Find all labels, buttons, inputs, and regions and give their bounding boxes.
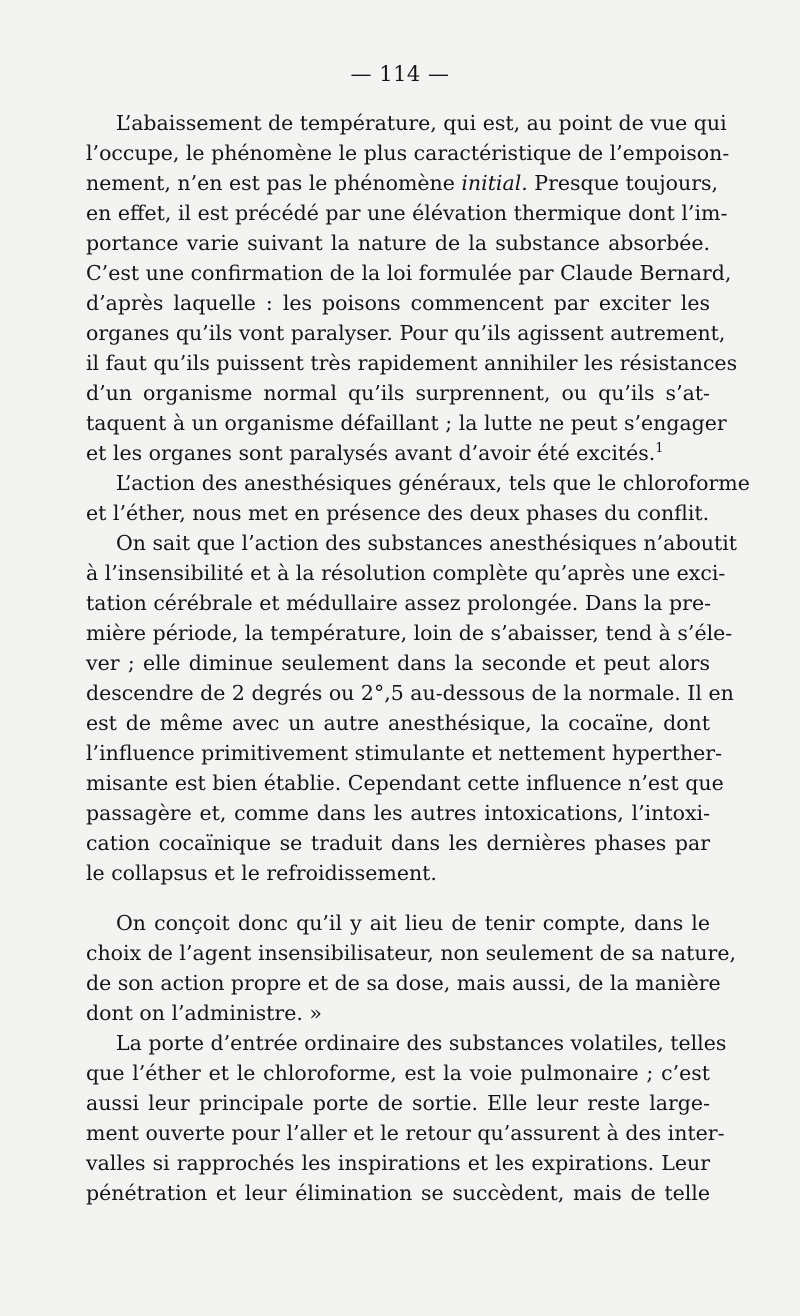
text-line: à l’insensibilité et à la résolution complète qu’après une exci-: [86, 561, 726, 585]
text-line: L’action des anesthésiques généraux, tels que le chloroforme: [116, 471, 750, 495]
text-line: descendre de 2 degrés ou 2°,5 au-dessous de la normale. Il en: [86, 681, 734, 705]
text-line: et l’éther, nous met en présence des deux phases du conflit.: [86, 501, 710, 525]
text-line: tation cérébrale et médullaire assez prolongée. Dans la pre-: [86, 591, 711, 615]
text-line: L’abaissement de température, qui est, au point de vue qui: [116, 111, 727, 135]
text-line: de son action propre et de sa dose, mais aussi, de la manière: [86, 971, 721, 995]
text-line: passagère et, comme dans les autres intoxications, l’intoxi-: [86, 801, 710, 825]
text-line: On sait que l’action des substances anesthésiques n’aboutit: [116, 531, 738, 555]
paragraph-3: [86, 528, 738, 888]
text-line: l’influence primitivement stimulante et nettement hyperther-: [86, 741, 723, 765]
paragraph-5: [86, 1028, 727, 1208]
body-text: [86, 108, 750, 1208]
text-line: mière période, la température, loin de s’abaisser, tend à s’éle-: [86, 621, 733, 645]
emphasis-initial: initial.: [461, 171, 528, 195]
paragraph-4: [86, 908, 736, 1028]
text-line: choix de l’agent insensibilisateur, non seulement de sa nature,: [86, 941, 736, 965]
text-line: taquent à un organisme défaillant ; la lutte ne peut s’engager: [86, 411, 727, 435]
text-line: d’après laquelle : les poisons commencent par exciter les: [86, 291, 710, 315]
text-line: d’un organisme normal qu’ils surprennent, ou qu’ils s’at-: [86, 381, 710, 405]
text-line: le collapsus et le refroidissement.: [86, 861, 437, 885]
text-line: nement, n’en est pas le phénomène initial. Presque toujours,: [86, 171, 719, 195]
text-line: misante est bien établie. Cependant cette influence n’est que: [86, 771, 724, 795]
text-line: que l’éther et le chloroforme, est la voie pulmonaire ; c’est: [86, 1061, 710, 1085]
paragraph-1: [86, 108, 738, 468]
text-line: il faut qu’ils puissent très rapidement annihiler les résistances: [86, 351, 738, 375]
footnote-mark: 1: [655, 441, 664, 457]
text-line: dont on l’administre. »: [86, 1001, 322, 1025]
text-line: l’occupe, le phénomène le plus caractéristique de l’empoison-: [86, 141, 730, 165]
text-line: est de même avec un autre anesthésique, la cocaïne, dont: [86, 711, 710, 735]
paragraph-gap: [86, 888, 710, 908]
page-number: — 114 —: [350, 62, 450, 86]
text-line: et les organes sont paralysés avant d’avoir été excités.$^1$: [86, 441, 664, 465]
text-line: en effet, il est précédé par une élévation thermique dont l’im-: [86, 201, 728, 225]
text-line: On conçoit donc qu’il y ait lieu de tenir compte, dans le: [116, 911, 710, 935]
paragraph-2: [86, 468, 750, 528]
text-line: ver ; elle diminue seulement dans la seconde et peut alors: [86, 651, 710, 675]
text-line: La porte d’entrée ordinaire des substances volatiles, telles: [116, 1031, 727, 1055]
text-line: portance varie suivant la nature de la substance absorbée.: [86, 231, 710, 255]
text-line: valles si rapprochés les inspirations et les expirations. Leur: [86, 1151, 710, 1175]
text-line: aussi leur principale porte de sortie. Elle leur reste large-: [86, 1091, 710, 1115]
text-line: cation cocaïnique se traduit dans les dernières phases par: [86, 831, 710, 855]
text-line: C’est une confirmation de la loi formulée par Claude Bernard,: [86, 261, 732, 285]
text-line: pénétration et leur élimination se succèdent, mais de telle: [86, 1181, 710, 1205]
text-line: ment ouverte pour l’aller et le retour qu’assurent à des inter-: [86, 1121, 725, 1145]
text-line: organes qu’ils vont paralyser. Pour qu’ils agissent autrement,: [86, 321, 726, 345]
